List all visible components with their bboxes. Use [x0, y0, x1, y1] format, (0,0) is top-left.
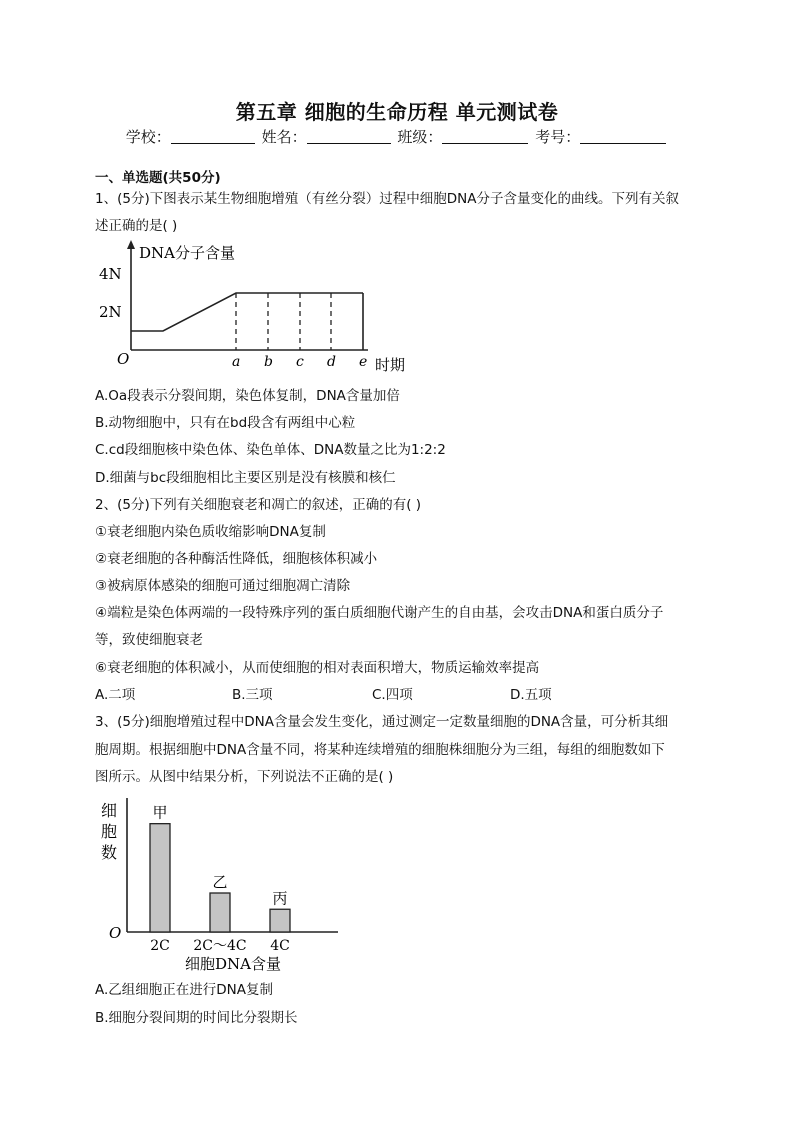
- q2-statement-4-line2: 等，致使细胞衰老: [95, 632, 203, 648]
- bar-category-2c: 2C: [150, 938, 170, 954]
- q3-stem-line1: 3、(5分)细胞增殖过程中DNA含量会发生变化，通过测定一定数量细胞的DNA含量，可分析其细: [95, 714, 669, 730]
- x-tick-e: e: [359, 354, 368, 370]
- origin-label: O: [117, 350, 130, 368]
- class-label: 班级：: [397, 128, 443, 146]
- name-label: 姓名：: [261, 128, 307, 146]
- section-heading: 一、单选题(共50分): [95, 170, 221, 186]
- q2-statement-1: ①衰老细胞内染色质收缩影响DNA复制: [95, 524, 326, 540]
- bar-xlabel: 细胞DNA含量: [185, 955, 281, 972]
- bar-label-yi: 乙: [212, 873, 228, 891]
- q1-stem-line1: 1、(5分)下图表示某生物细胞增殖（有丝分裂）过程中细胞DNA分子含量变化的曲线。下列有关叙: [95, 191, 679, 207]
- q2-option-c[interactable]: C.四项: [372, 687, 413, 703]
- y-tick-2n: 2N: [99, 303, 122, 321]
- bar-ylabel-char-2: 胞: [101, 822, 118, 841]
- bar-category-4c: 4C: [270, 938, 290, 954]
- x-tick-a: a: [232, 354, 241, 370]
- x-axis-label: 时期: [375, 356, 406, 374]
- school-label: 学校：: [125, 128, 171, 146]
- q2-option-d[interactable]: D.五项: [510, 687, 552, 703]
- class-blank[interactable]: [442, 128, 528, 144]
- q2-option-b[interactable]: B.三项: [232, 687, 273, 703]
- y-axis-arrow: [127, 240, 135, 249]
- bar-yi: [210, 893, 230, 932]
- q2-statement-2: ②衰老细胞的各种酶活性降低，细胞核体积减小: [95, 551, 378, 567]
- q2-statement-5: ⑥衰老细胞的体积减小，从而使细胞的相对表面积增大，物质运输效率提高: [95, 660, 540, 676]
- bar-label-bing: 丙: [272, 889, 288, 908]
- bar-label-jia: 甲: [152, 803, 168, 822]
- bar-bing: [270, 909, 290, 932]
- series-line: [131, 293, 363, 331]
- dna-content-line-chart: [93, 240, 423, 375]
- q1-stem-line2: 述正确的是( ): [95, 218, 178, 234]
- q2-stem: 2、(5分)下列有关细胞衰老和凋亡的叙述，正确的有( ): [95, 497, 422, 513]
- q3-option-a[interactable]: A.乙组细胞正在进行DNA复制: [95, 982, 274, 998]
- q2-statement-4-line1: ④端粒是染色体两端的一段特殊序列的蛋白质细胞代谢产生的自由基，会攻击DNA和蛋白质分子: [95, 605, 664, 621]
- x-tick-b: b: [264, 354, 273, 370]
- y-tick-4n: 4N: [99, 265, 122, 283]
- x-tick-d: d: [327, 354, 336, 370]
- bar-ylabel-char-1: 细: [101, 801, 118, 820]
- name-blank[interactable]: [307, 128, 391, 144]
- q1-option-c[interactable]: C.cd段细胞核中染色体、染色单体、DNA数量之比为1:2:2: [95, 442, 446, 458]
- q2-option-a[interactable]: A.二项: [95, 687, 136, 703]
- page-title: 第五章 细胞的生命历程 单元测试卷: [235, 100, 559, 124]
- q2-statement-3: ③被病原体感染的细胞可通过细胞凋亡清除: [95, 578, 351, 594]
- exam-no-label: 考号：: [535, 128, 581, 146]
- q2-options: [95, 683, 695, 703]
- x-tick-c: c: [296, 354, 304, 370]
- cell-count-bar-chart: [93, 792, 353, 972]
- q1-option-b[interactable]: B.动物细胞中，只有在bd段含有两组中心粒: [95, 415, 356, 431]
- bar-jia: [150, 824, 170, 932]
- bar-ylabel-char-3: 数: [101, 843, 118, 862]
- bar-category-2c-4c: 2C～4C: [193, 938, 247, 954]
- q1-option-d[interactable]: D.细菌与bc段细胞相比主要区别是没有核膜和核仁: [95, 470, 396, 486]
- school-blank[interactable]: [171, 128, 255, 144]
- exam-no-blank[interactable]: [580, 128, 666, 144]
- q3-stem-line2: 胞周期。根据细胞中DNA含量不同，将某种连续增殖的细胞株细胞分为三组，每组的细胞数如下: [95, 742, 665, 758]
- q1-option-a[interactable]: A.Oa段表示分裂间期，染色体复制，DNA含量加倍: [95, 388, 400, 404]
- student-info-row: [0, 126, 794, 147]
- y-axis-label: DNA分子含量: [139, 244, 235, 262]
- bar-origin-label: O: [109, 924, 122, 942]
- q3-stem-line3: 图所示。从图中结果分析，下列说法不正确的是( ): [95, 769, 394, 785]
- q3-option-b[interactable]: B.细胞分裂间期的时间比分裂期长: [95, 1010, 298, 1026]
